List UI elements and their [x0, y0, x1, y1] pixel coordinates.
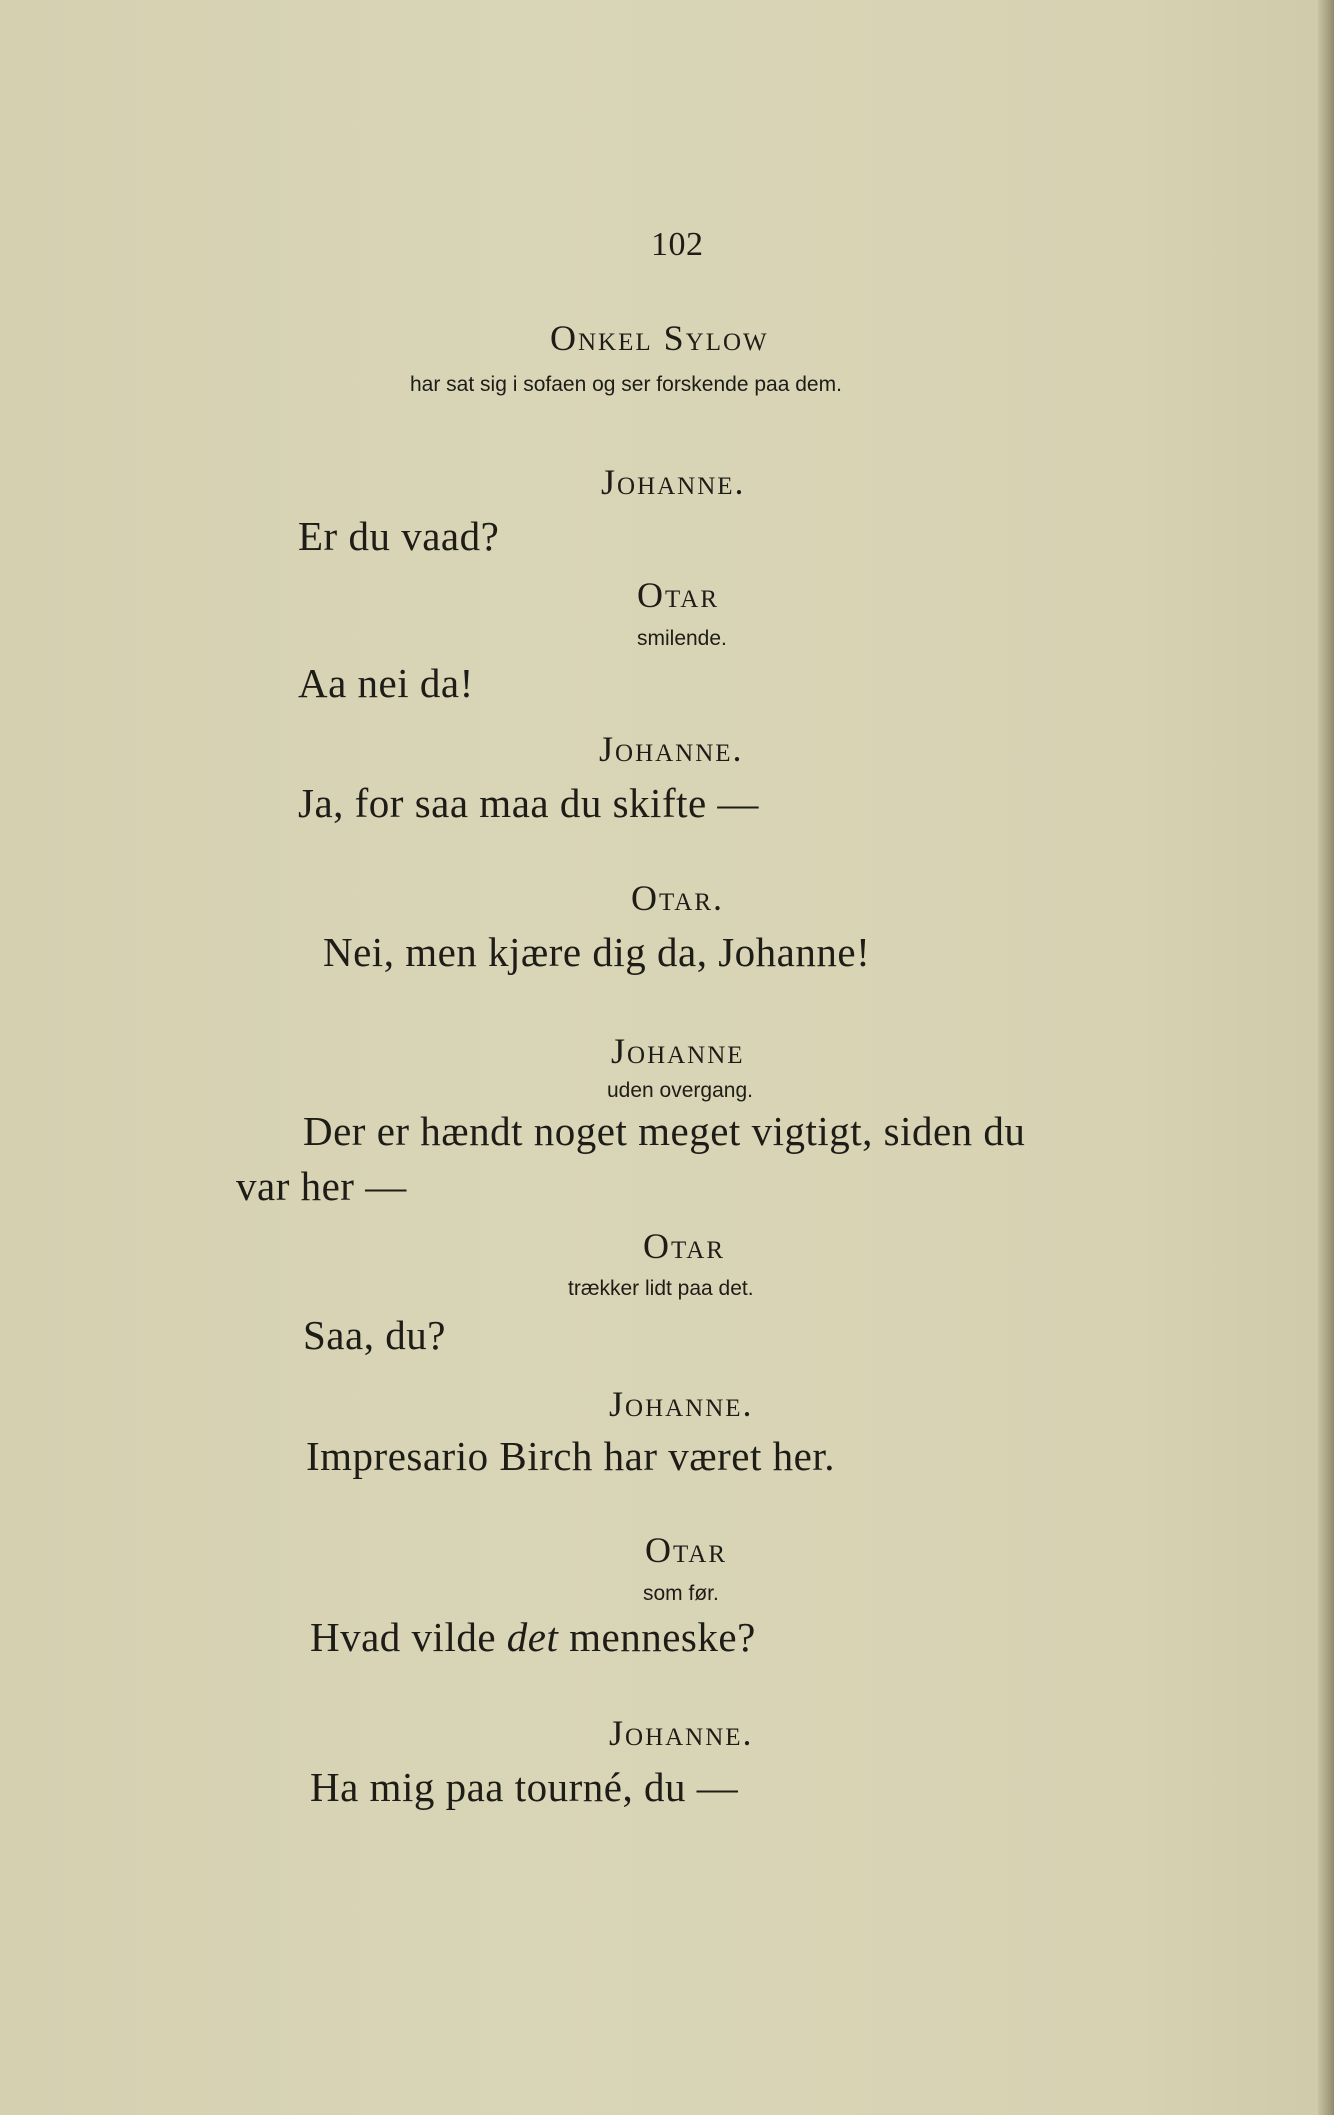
speaker-johanne: Johanne.	[609, 1713, 754, 1753]
dialogue-line: Ha mig paa tourné, du —	[310, 1764, 739, 1810]
speaker-otar: Otar.	[631, 878, 724, 918]
stage-direction: har sat sig i sofaen og ser forskende paa dem.	[410, 373, 842, 396]
speaker-otar: Otar	[637, 575, 719, 615]
speaker-otar: Otar	[645, 1530, 727, 1570]
page-edge	[1318, 0, 1334, 2115]
stage-direction: trækker lidt paa det.	[568, 1277, 754, 1300]
stage-direction: som før.	[643, 1582, 719, 1605]
speaker-johanne: Johanne.	[601, 462, 746, 502]
dialogue-line-continued: var her —	[236, 1163, 407, 1209]
dialogue-line: Impresario Birch har været her.	[306, 1433, 835, 1479]
line-text-before: Hvad vilde	[310, 1614, 507, 1660]
stage-direction: smilende.	[637, 627, 727, 650]
dialogue-line	[310, 1614, 756, 1660]
speaker-otar: Otar	[643, 1226, 725, 1266]
line-text-after: menneske?	[558, 1614, 756, 1660]
speaker-johanne: Johanne.	[599, 729, 744, 769]
speaker-johanne: Johanne.	[609, 1384, 754, 1424]
speaker-johanne: Johanne	[611, 1031, 745, 1071]
stage-direction: uden overgang.	[607, 1079, 753, 1102]
dialogue-line: Aa nei da!	[298, 660, 474, 706]
dialogue-line: Saa, du?	[303, 1312, 446, 1358]
page-number: 102	[651, 226, 704, 263]
emphasized-word: det	[506, 1614, 559, 1660]
dialogue-line: Er du vaad?	[298, 513, 500, 559]
dialogue-line: Nei, men kjære dig da, Johanne!	[323, 929, 871, 975]
speaker-onkel-sylow: Onkel Sylow	[550, 318, 769, 358]
dialogue-line: Ja, for saa maa du skifte —	[298, 780, 759, 826]
dialogue-line: Der er hændt noget meget vigtigt, siden du	[303, 1108, 1026, 1154]
